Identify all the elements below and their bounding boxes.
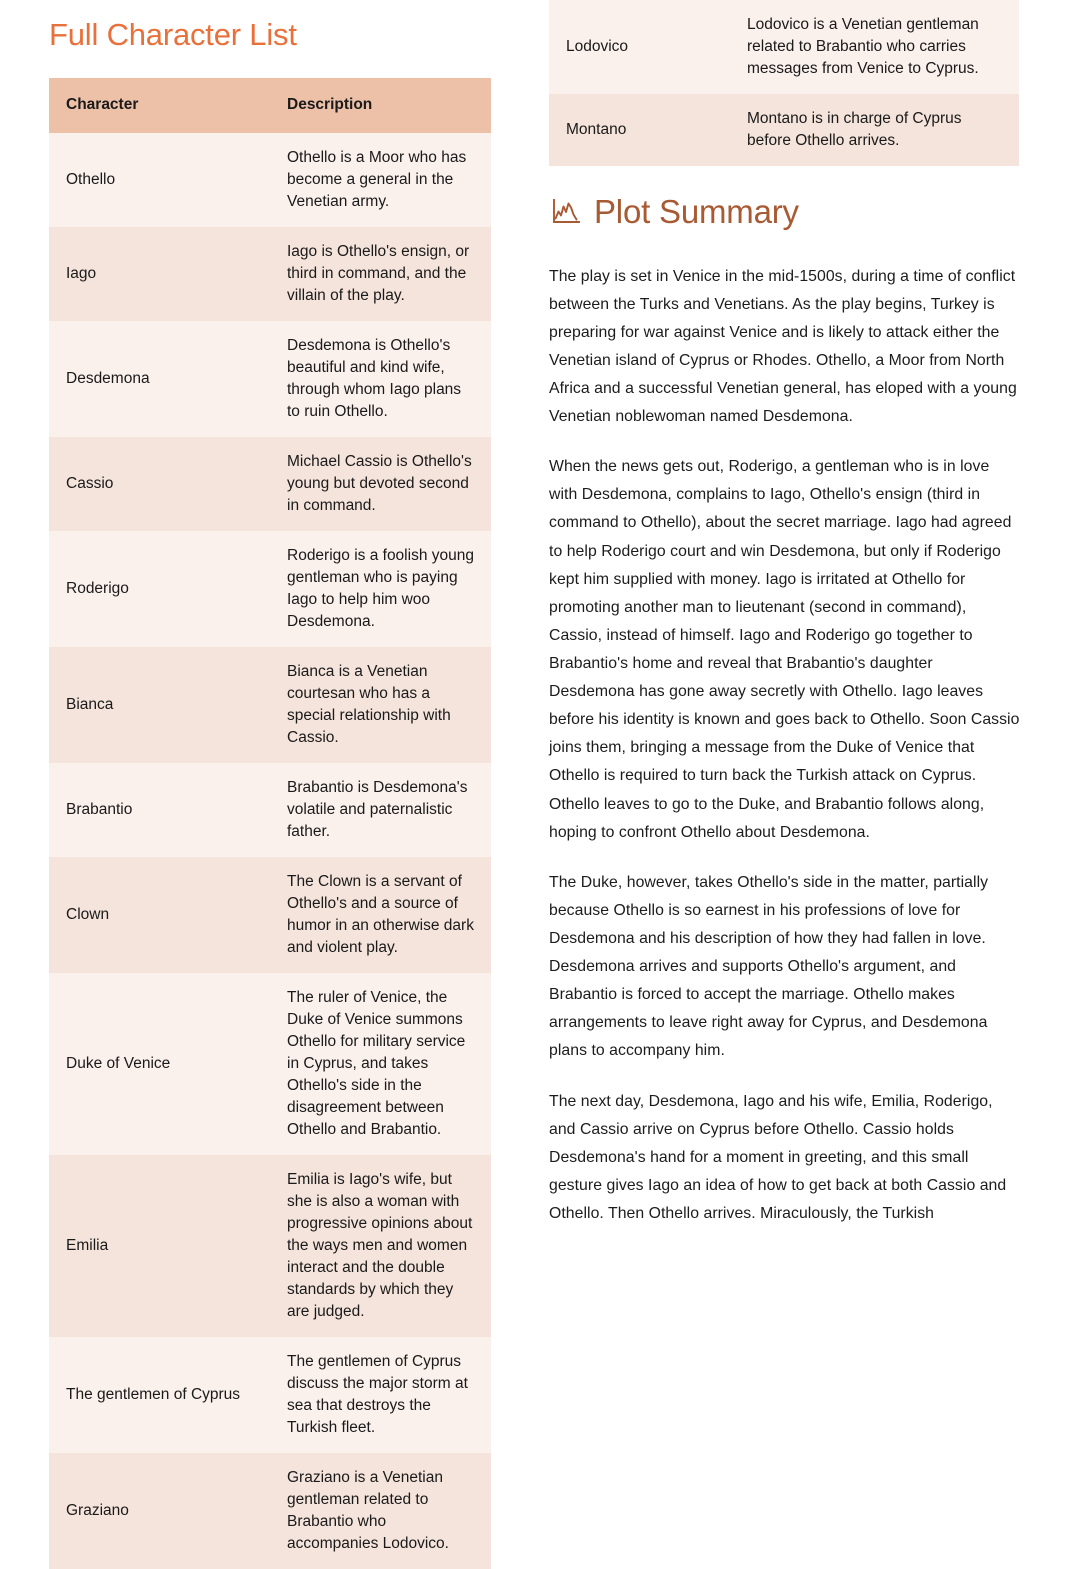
line-chart-icon [549, 197, 583, 227]
character-name-cell: Cassio [49, 437, 270, 531]
table-row [49, 133, 491, 227]
table-row [49, 321, 491, 437]
plot-summary-paragraph: When the news gets out, Roderigo, a gentleman who is in love with Desdemona, complains to Iago, Othello's ensign (third in command to Othello), about the secret marriage. Iago had agreed to help Roderigo court and win Desdemona, but only if Roderigo kept him supplied with money. Iago is irritated at Othello for promoting another man to lieutenant (second in command), Cassio, instead of himself. Iago and Roderigo go together to Brabantio's home and reveal that Brabantio's daughter Desdemona has gone away secretly with Othello. Iago leaves before his identity is known and goes back to Othello. Soon Cassio joins them, bringing a message from the Duke of Venice that Othello is required to turn back the Turkish attack on Cyprus. Othello leaves to go to the Duke, and Brabantio follows along, hoping to confront Othello about Desdemona. [549, 458, 1020, 841]
table-row [49, 857, 491, 973]
character-description-cell: Iago is Othello's ensign, or third in command, and the villain of the play. [270, 227, 491, 321]
character-table-continued-container [540, 0, 1071, 166]
character-description-cell: Graziano is a Venetian gentleman related to Brabantio who accompanies Lodovico. [270, 1453, 491, 1569]
table-row [49, 1453, 491, 1569]
page-title: Full Character List [49, 17, 297, 52]
character-name-cell: Bianca [49, 647, 270, 763]
table-row [549, 0, 1019, 94]
character-name-cell: Clown [49, 857, 270, 973]
plot-summary-body [540, 263, 1020, 1229]
character-description-cell: Bianca is a Venetian courtesan who has a special relationship with Cassio. [270, 647, 491, 763]
plot-summary-paragraph: The Duke, however, takes Othello's side in the matter, partially because Othello is so earnest in his professions of love for Desdemona and his description of how they had fallen in love. Desdemona arrives and supports Othello's argument, and Brabantio is forced to accept the marriage. Othello makes arrangements to leave right away for Cyprus, and Desdemona plans to accompany him. [549, 873, 989, 1060]
plot-summary-heading [540, 192, 1080, 232]
character-name-cell: Othello [49, 133, 270, 227]
table-row [49, 437, 491, 531]
character-description-cell: Brabantio is Desdemona's volatile and paternalistic father. [270, 763, 491, 857]
character-table-head [49, 78, 491, 133]
character-description-cell: Michael Cassio is Othello's young but devoted second in command. [270, 437, 491, 531]
character-table-body [49, 133, 491, 1569]
table-row [49, 763, 491, 857]
character-description-cell: Desdemona is Othello's beautiful and kind wife, through whom Iago plans to ruin Othello. [270, 321, 491, 437]
plot-summary-heading-text: Plot Summary [594, 193, 799, 230]
plot-summary-paragraph: The next day, Desdemona, Iago and his wife, Emilia, Roderigo, and Cassio arrive on Cyprus before Othello. Cassio holds Desdemona's hand for a moment in greeting, and this small gesture gives Iago an idea of how to get back at both Cassio and Othello. Then Othello arrives. Miraculously, the Turkish [549, 1092, 1007, 1222]
character-name-cell: Brabantio [49, 763, 270, 857]
character-name-cell: Iago [49, 227, 270, 321]
character-name-cell: Duke of Venice [49, 973, 270, 1155]
table-row [49, 647, 491, 763]
plot-summary-paragraph: The play is set in Venice in the mid-1500s, during a time of conflict between the Turks and Venetians. As the play begins, Turkey is preparing for war against Venice and is likely to attack either the Venetian island of Cyprus or Rhodes. Othello, a Moor from North Africa and a successful Venetian general, has eloped with a young Venetian noblewoman named Desdemona. [549, 267, 1017, 426]
character-name-cell: Graziano [49, 1453, 270, 1569]
character-description-cell: Montano is in charge of Cyprus before Othello arrives. [730, 94, 1019, 166]
table-row [549, 94, 1019, 166]
character-name-cell: The gentlemen of Cyprus [49, 1337, 270, 1453]
character-description-cell: Roderigo is a foolish young gentleman who is paying Iago to help him woo Desdemona. [270, 531, 491, 647]
character-description-cell: The ruler of Venice, the Duke of Venice summons Othello for military service in Cyprus, and takes Othello's side in the disagreement between Othello and Brabantio. [270, 973, 491, 1155]
left-column [0, 0, 540, 1552]
right-column [540, 0, 1080, 1222]
table-row [49, 973, 491, 1155]
character-description-cell: The Clown is a servant of Othello's and a source of humor in an otherwise dark and violent play. [270, 857, 491, 973]
section-spacer [540, 166, 1080, 192]
column-header-description: Description [270, 78, 491, 133]
character-table-container [0, 78, 491, 1569]
character-table [49, 78, 491, 1569]
table-row [49, 227, 491, 321]
table-row [49, 1337, 491, 1453]
character-description-cell: Emilia is Iago's wife, but she is also a woman with progressive opinions about the ways men and women interact and the double standards by which they are judged. [270, 1155, 491, 1337]
character-description-cell: The gentlemen of Cyprus discuss the major storm at sea that destroys the Turkish fleet. [270, 1337, 491, 1453]
table-header-row [49, 78, 491, 133]
character-description-cell: Othello is a Moor who has become a general in the Venetian army. [270, 133, 491, 227]
character-name-cell: Desdemona [49, 321, 270, 437]
table-row [49, 1155, 491, 1337]
column-header-character: Character [49, 78, 270, 133]
character-table-continued-body [549, 0, 1019, 166]
heading-body-spacer [540, 232, 1080, 263]
table-row [49, 531, 491, 647]
character-description-cell: Lodovico is a Venetian gentleman related to Brabantio who carries messages from Venice to Cyprus. [730, 0, 1019, 94]
character-name-cell: Emilia [49, 1155, 270, 1337]
character-table-continued [549, 0, 1019, 166]
character-name-cell: Montano [549, 94, 730, 166]
character-name-cell: Lodovico [549, 0, 730, 94]
character-name-cell: Roderigo [49, 531, 270, 647]
